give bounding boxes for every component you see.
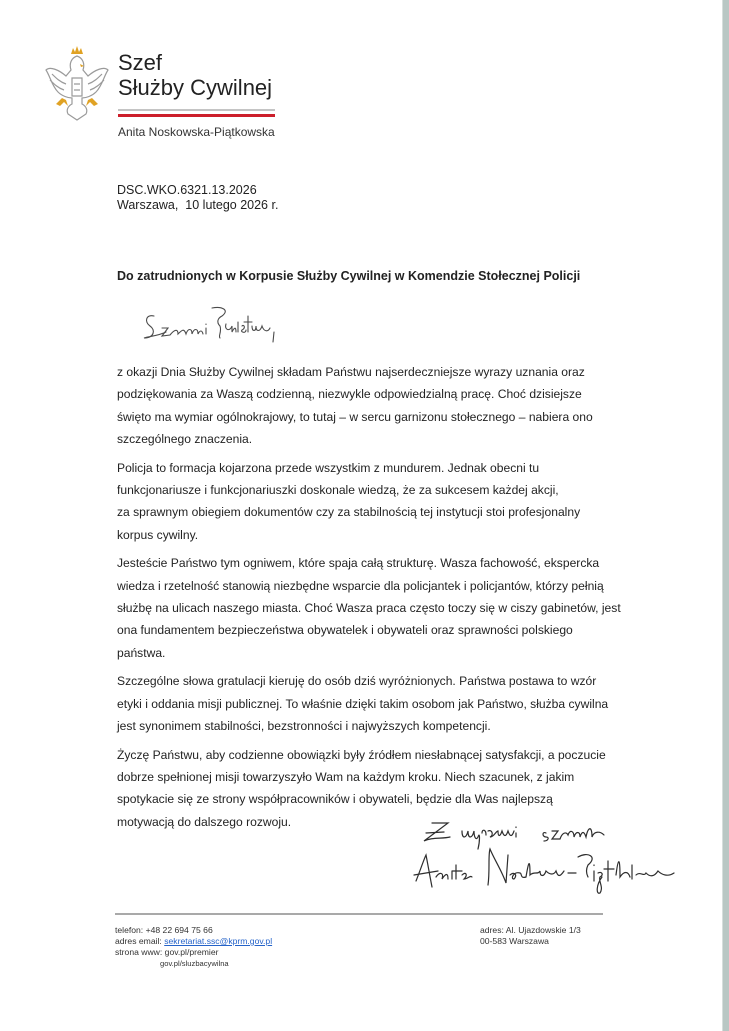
body-line: za sprawnym obiegiem dokumentów czy za stabilnością tej instytucji stoi profesjonalny [117,505,581,520]
body-paragraph [117,361,617,451]
body-line: wiedza i rzetelność stanowią niezbędne wsparcie dla policjantek i policjantów, którzy pełnią [117,578,604,593]
organization-name [118,50,272,100]
letterhead-person-name: Anita Noskowska-Piątkowska [118,125,275,139]
body-line: funkcjonariusze i funkcjonariuszki doskonale wiedzą, że za sukcesem każdej akcji, [117,483,559,498]
body-line: motywacją do dalszego rozwoju. [117,814,292,829]
page-edge-scrollbar [722,0,729,1031]
footer-address-line-2: 00-583 Warszawa [480,936,549,946]
body-line: Szczególne słowa gratulacji kieruję do osób dziś wyróżnionych. Państwa postawa to wzór [117,674,597,689]
body-line: Policja to formacja kojarzona przede wszystkim z mundurem. Jednak obecni tu [117,460,540,475]
body-paragraph [117,670,617,737]
body-line: szczególnego znaczenia. [117,432,253,447]
footer-rule [115,913,603,915]
footer-email-row [115,936,272,947]
footer-www-row [115,947,272,958]
place-date: Warszawa, 10 lutego 2026 r. [117,198,279,212]
footer-www-label: strona www: [115,947,165,957]
body-paragraph [117,552,621,664]
body-line: z okazji Dnia Służby Cywilnej składam Państwu najserdeczniejsze wyrazy uznania oraz [117,365,585,379]
letterhead-red-rule [118,114,275,117]
footer-email-label: adres email: [115,936,165,946]
footer-address-line-1: adres: Al. Ujazdowskie 1/3 [480,925,581,935]
footer-email-link[interactable]: sekretariat.ssc@kprm.gov.pl [164,936,273,946]
reference-block [117,183,278,213]
body-line: spotykacie się ze strony współpracowników i obywateli, będzie dla Was najlepszą [117,792,553,807]
footer-contact [115,925,272,969]
body-line: służbę na ulicach naszego miasta. Choć Wasza praca często toczy się w ciszy gabinetów, jest [117,601,621,616]
handwritten-closing-signature [410,815,680,900]
footer-phone: telefon: +48 22 694 75 66 [115,925,213,935]
body-line: korpus cywilny. [117,527,199,542]
body-line: jest synonimem stabilności, bezstronności i najwyższych kompetencji. [117,719,491,734]
footer-www-1: gov.pl/premier [164,947,219,957]
letterhead-gray-rule [118,109,275,111]
body-line: dobrze spełnionej misji towarzyszyło Wam na każdym kroku. Niech szacunek, z jakim [117,769,575,784]
recipient-line: Do zatrudnionych w Korpusie Służby Cywilnej w Komendzie Stołecznej Policji [117,269,581,283]
org-line-1: Szef [118,50,163,75]
reference-number: DSC.WKO.6321.13.2026 [117,183,257,197]
footer-www-2: gov.pl/sluzbacywilna [160,959,229,968]
body-line: etyki i oddania misji publicznej. To właśnie dzięki takim osobom jak Państwo, służba cywilna [117,696,609,711]
body-line: ona fundamentem bezpieczeństwa obywatelek i obywateli oraz sprawności polskiego [117,623,573,638]
handwritten-salutation [140,302,280,352]
body-line: święto ma wymiar ogólnokrajowy, to tutaj – w sercu garnizonu stołecznego – nabiera ono [117,409,593,424]
body-line: państwa. [117,645,166,660]
body-paragraph [117,457,617,547]
letter-body [117,361,621,839]
footer-address [480,925,581,947]
polish-eagle-crest-icon [44,42,110,124]
body-line: podziękowania za Waszą codzienną, niezwykle odpowiedzialną pracę. Choć dzisiejsze [117,387,582,402]
body-line: Jesteście Państwo tym ogniwem, które spaja całą strukturę. Wasza fachowość, ekspercka [117,556,600,571]
body-line: Życzę Państwu, aby codzienne obowiązki były źródłem niesłabnącej satysfakcji, a poczucie [117,747,606,762]
org-line-2: Służby Cywilnej [118,75,273,100]
